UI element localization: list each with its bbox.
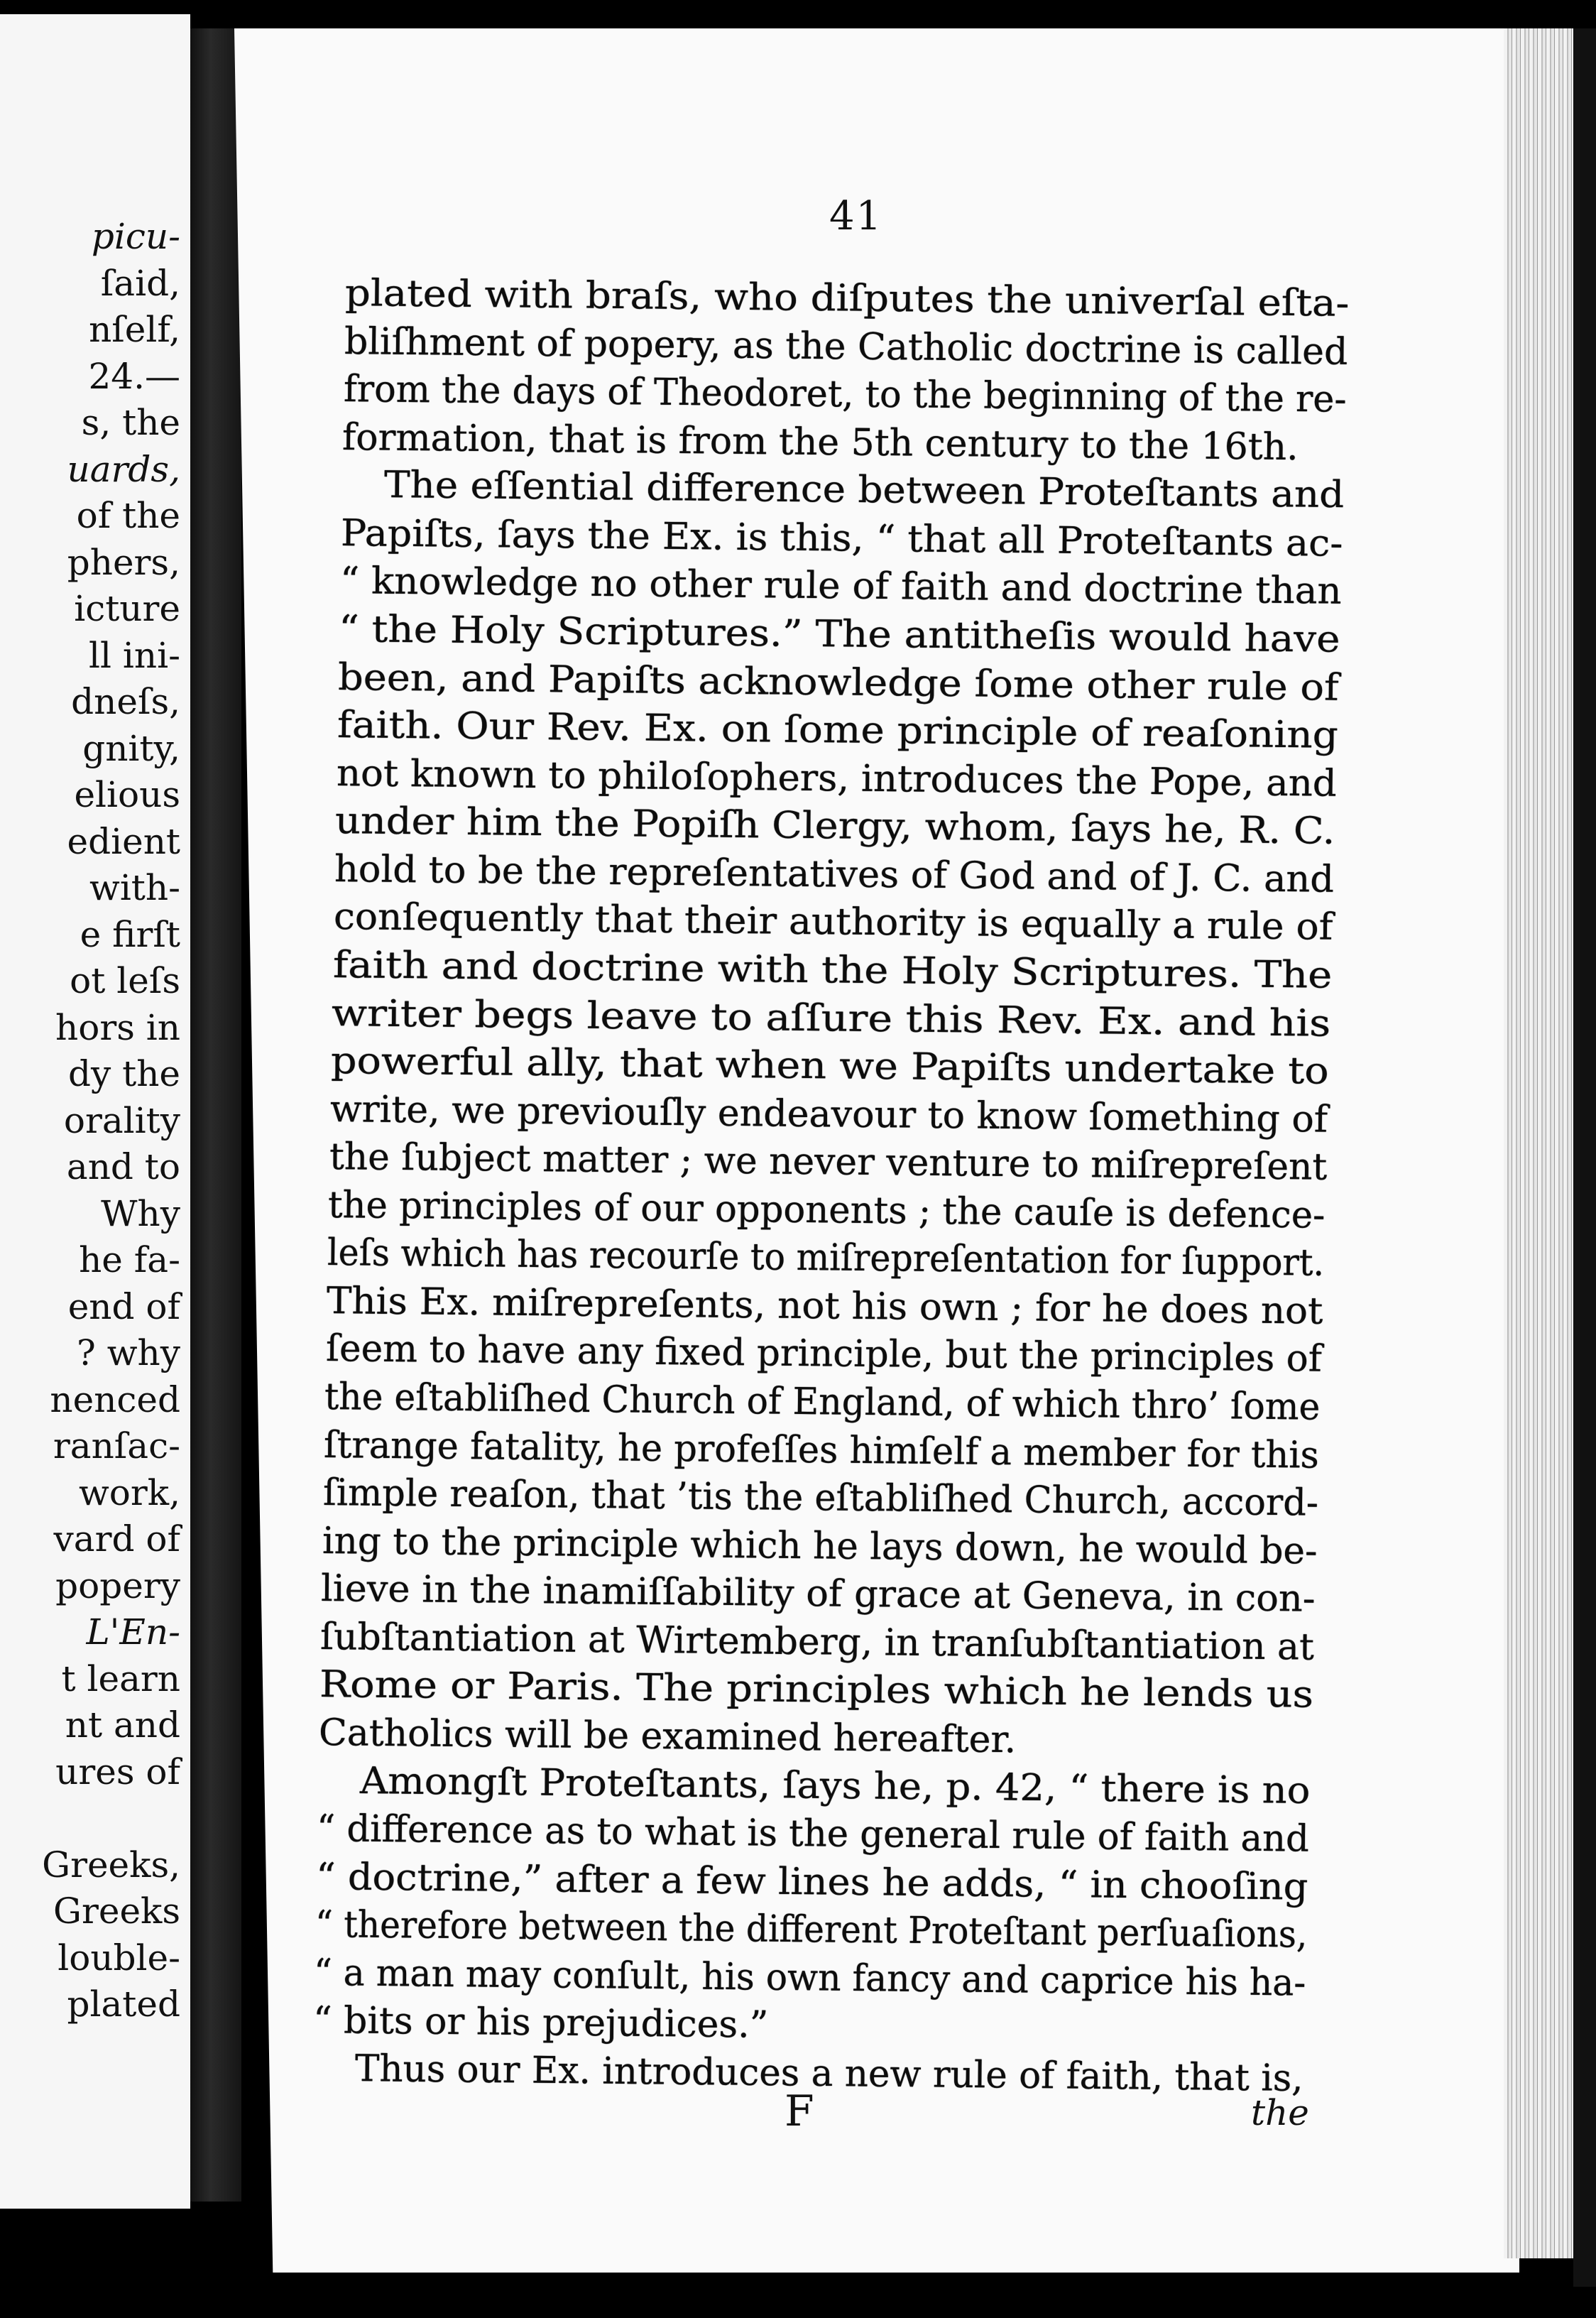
facing-page-fragment bbox=[0, 14, 190, 2209]
facing-page-line: ranſac- bbox=[53, 1425, 180, 1467]
body-line: hold to be the repreſentatives of God and of J. C. and bbox=[334, 847, 1335, 901]
body-line: The eſſential difference between Proteſtants and bbox=[383, 464, 1345, 517]
body-line: Rome or Paris. The principles which he lends us bbox=[319, 1663, 1314, 1717]
body-line: bliſhment of popery, as the Catholic doctrine is called bbox=[344, 320, 1348, 374]
facing-page-line: hors in bbox=[55, 1006, 180, 1048]
facing-page-line: ot leſs bbox=[70, 960, 180, 1001]
body-line: ſubſtantiation at Wirtemberg, in tranſubſtantiation at bbox=[319, 1615, 1315, 1669]
facing-page-line: end of bbox=[67, 1285, 180, 1327]
body-line: “ doctrine,” after a few lines he adds, “ in chooſing bbox=[315, 1855, 1308, 1909]
body-line: Thus our Ex. introduces a new rule of faith, that is, bbox=[354, 2047, 1303, 2100]
facing-page-line: nſelf, bbox=[89, 309, 180, 350]
facing-page-line: e firſt bbox=[80, 913, 180, 955]
facing-page-line: orality bbox=[63, 1099, 180, 1141]
body-line: faith. Our Rev. Ex. on ſome principle of reaſoning bbox=[337, 704, 1338, 757]
facing-page-line: nt and bbox=[65, 1704, 180, 1746]
body-line: “ bits or his prejudices.” bbox=[312, 1999, 769, 2047]
body-line: Papiſts, ſays the Ex. is this, “ that all Proteſtants ac- bbox=[340, 511, 1343, 565]
body-line: from the days of Theodoret, to the beginning of the re- bbox=[343, 368, 1347, 421]
body-line: “ knowledge no other rule of faith and doctrine than bbox=[339, 560, 1342, 614]
body-line: lieve in the inamiſſability of grace at Geneva, in con- bbox=[321, 1567, 1316, 1621]
facing-page-line: of the bbox=[76, 495, 180, 536]
facing-page-line: picu- bbox=[91, 216, 180, 257]
facing-page-line: with- bbox=[89, 867, 180, 908]
facing-page-line: icture bbox=[74, 588, 180, 629]
body-line: formation, that is from the 5th century to the 16th. bbox=[341, 415, 1299, 469]
page-number: 41 bbox=[829, 193, 883, 239]
facing-page-line: vard of bbox=[53, 1518, 180, 1560]
body-line: powerful ally, that when we Papiſts undertake to bbox=[330, 1040, 1330, 1093]
body-line: ſimple reaſon, that ’tis the eſtabliſhed Church, accord- bbox=[322, 1471, 1319, 1525]
facing-page-line: ures of bbox=[55, 1751, 180, 1792]
body-line: ſeem to have any fixed principle, but the principles of bbox=[325, 1327, 1322, 1381]
facing-page-line: s, the bbox=[81, 402, 180, 443]
facing-page-line: dneſs, bbox=[71, 681, 180, 722]
facing-page-line: ſaid, bbox=[100, 262, 180, 304]
body-line: the eſtabliſhed Church of England, of which thro’ ſome bbox=[324, 1376, 1321, 1429]
body-line: “ difference as to what is the general rule of faith and bbox=[316, 1807, 1310, 1861]
body-line: Amongſt Proteſtants, ſays he, p. 42, “ there is no bbox=[360, 1759, 1311, 1812]
facing-page-line: uards, bbox=[67, 448, 180, 490]
facing-page-line: plated bbox=[67, 1984, 180, 2025]
body-line: faith and doctrine with the Holy Scriptures. The bbox=[332, 943, 1333, 997]
facing-page-line: 24.— bbox=[88, 355, 180, 397]
body-line: under him the Popiſh Clergy, whom, ſays he, R. C. bbox=[334, 800, 1336, 853]
facing-page-line: L'En- bbox=[86, 1611, 180, 1653]
body-line: ſtrange fatality, he profeſſes himſelf a member for this bbox=[323, 1423, 1320, 1477]
body-line: “ a man may conſult, his own fancy and caprice his ha- bbox=[314, 1951, 1307, 2005]
body-line: Catholics will be examined hereafter. bbox=[318, 1712, 1017, 1762]
body-line: been, and Papiſts acknowledge ſome other rule of bbox=[337, 655, 1340, 709]
body-line: not known to philoſophers, introduces the Pope, and bbox=[336, 751, 1337, 805]
body-line: writer begs leave to aſſure this Rev. Ex. and his bbox=[332, 991, 1331, 1045]
body-line: write, we previouſly endeavour to know ſomething of bbox=[329, 1087, 1328, 1141]
facing-page-line: Greeks, bbox=[42, 1844, 180, 1886]
facing-page-line: elious bbox=[74, 774, 180, 815]
facing-page-line: Greeks bbox=[53, 1890, 180, 1932]
body-line: conſequently that their authority is equally a rule of bbox=[333, 896, 1333, 949]
book-gutter bbox=[190, 28, 241, 2202]
facing-page-line: dy the bbox=[67, 1053, 180, 1094]
body-line: ing to the principle which he lays down, he would be- bbox=[322, 1519, 1318, 1573]
facing-page-line: phers, bbox=[67, 541, 180, 583]
facing-page-line: gnity, bbox=[82, 727, 180, 769]
page-edges bbox=[1504, 28, 1575, 2258]
edge-shadow bbox=[1573, 28, 1596, 2287]
facing-page-line: nenced bbox=[50, 1378, 180, 1420]
body-line: the ſubject matter ; we never venture to miſrepreſent bbox=[329, 1136, 1328, 1189]
facing-page-line: t learn bbox=[61, 1658, 180, 1699]
facing-page-line: work, bbox=[79, 1471, 180, 1513]
facing-page-line: popery bbox=[55, 1565, 180, 1606]
facing-page-line: he fa- bbox=[79, 1239, 180, 1280]
body-line: “ the Holy Scriptures.” The antitheſis would have bbox=[338, 607, 1341, 661]
facing-page-line: and to bbox=[66, 1146, 180, 1187]
signature-mark: F bbox=[785, 2086, 814, 2136]
catchword: the bbox=[1251, 2092, 1309, 2133]
facing-page-line: louble- bbox=[58, 1937, 180, 1979]
body-line: “ therefore between the different Proteſtant perſuaſions, bbox=[315, 1903, 1308, 1957]
facing-page-line: edient bbox=[67, 820, 180, 862]
body-line: plated with braſs, who diſputes the univerſal eſta- bbox=[344, 272, 1350, 325]
facing-page-line: ll ini- bbox=[89, 634, 180, 676]
body-line: This Ex. miſrepreſents, not his own ; for he does not bbox=[326, 1279, 1323, 1333]
facing-page-line: ? why bbox=[77, 1332, 180, 1373]
body-line: leſs which has recourſe to miſrepreſentation for ſupport. bbox=[327, 1231, 1325, 1285]
body-line: the principles of our opponents ; the cauſe is defence- bbox=[328, 1183, 1326, 1237]
facing-page-line: Why bbox=[101, 1192, 180, 1234]
